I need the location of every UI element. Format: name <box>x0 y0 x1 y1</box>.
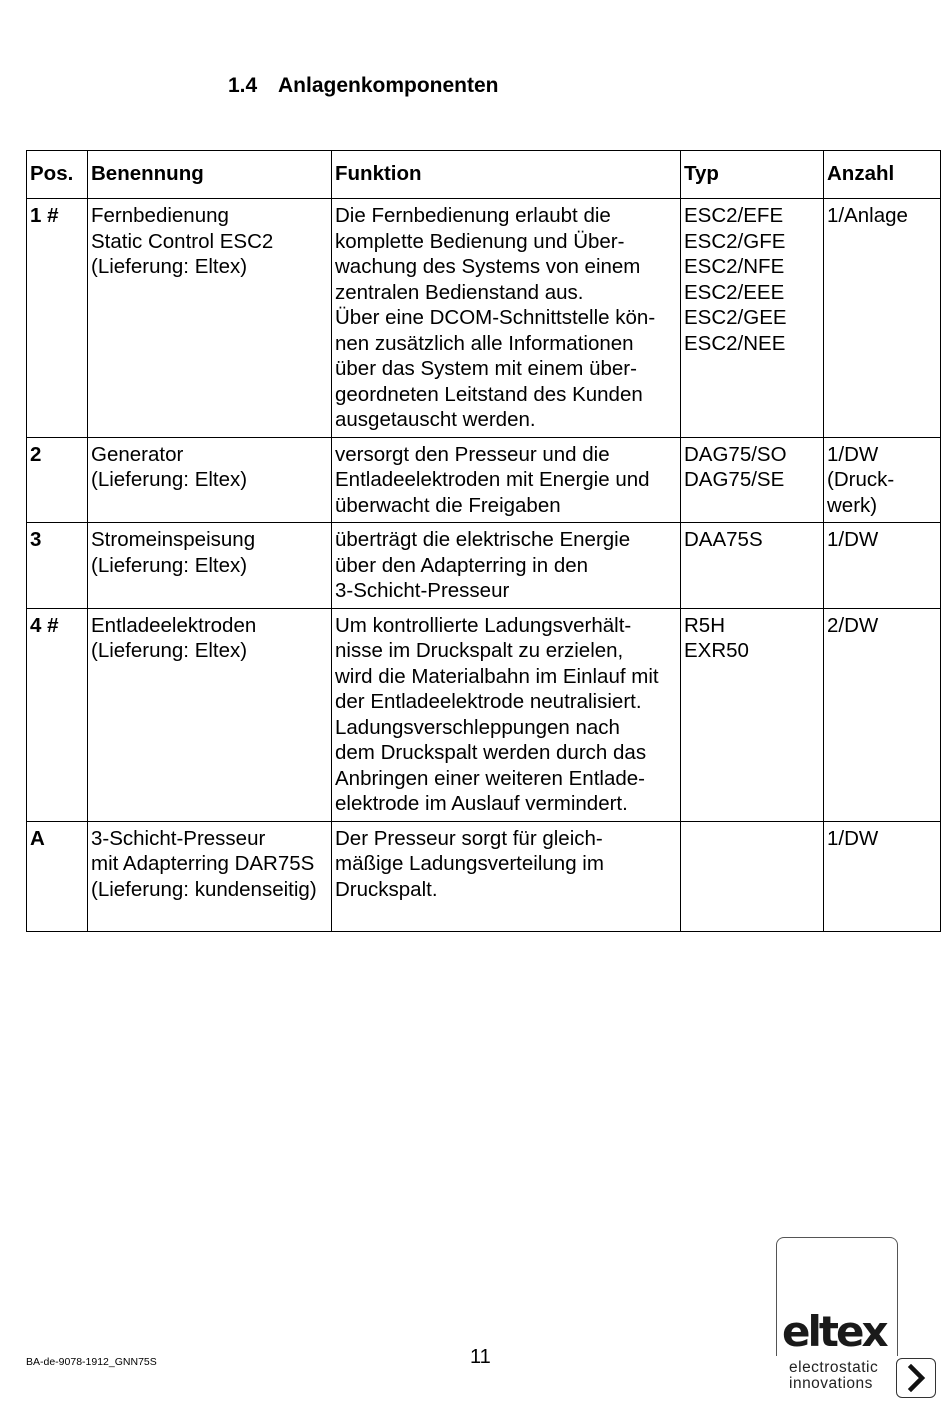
cell-pos: A <box>27 821 88 931</box>
page-number: 11 <box>470 1346 491 1368</box>
cell-type: ESC2/EFE ESC2/GFE ESC2/NFE ESC2/EEE ESC2/GEE ESC2/NEE <box>681 199 824 438</box>
cell-name: Fernbedienung Static Control ESC2 (Lieferung: Eltex) <box>88 199 332 438</box>
section-heading <box>228 74 499 98</box>
table-row <box>27 523 941 609</box>
header-function: Funktion <box>332 151 681 199</box>
tagline-line-2: innovations <box>789 1375 873 1392</box>
table-row <box>27 821 941 931</box>
section-title: Anlagenkomponenten <box>278 74 499 97</box>
eltex-logo-text: eltex <box>782 1312 886 1352</box>
cell-name: 3-Schicht-Presseur mit Adapterring DAR75S (Lieferung: kundenseitig) <box>88 821 332 931</box>
cell-pos: 2 <box>27 437 88 523</box>
table-header-row <box>27 151 941 199</box>
cell-type: R5H EXR50 <box>681 608 824 821</box>
logo-tagline <box>789 1360 878 1392</box>
cell-function: Um kontrollierte Ladungsverhält- nisse im Druckspalt zu erzielen, wird die Materialbahn im Einlauf mit der Entladeelektrode neutralisiert. Ladungsverschleppungen nach dem Druckspalt werden durch das Anbringen einer weiteren Entlade- elektrode im Auslauf vermindert. <box>332 608 681 821</box>
header-name: Benennung <box>88 151 332 199</box>
chevron-right-icon <box>905 1364 927 1392</box>
header-pos: Pos. <box>27 151 88 199</box>
cell-type: DAG75/SO DAG75/SE <box>681 437 824 523</box>
cell-type: DAA75S <box>681 523 824 609</box>
table-row <box>27 608 941 821</box>
cell-function: Die Fernbedienung erlaubt die komplette Bedienung und Über- wachung des Systems von einem zentralen Bedienstand aus. Über eine DCOM-Schnittstelle kön- nen zusätzlich alle Informationen über das System mit einem über- geordneten Leitstand des Kunden ausgetauscht werden. <box>332 199 681 438</box>
section-number: 1.4 <box>228 74 258 97</box>
cell-pos: 3 <box>27 523 88 609</box>
table-row <box>27 437 941 523</box>
header-type: Typ <box>681 151 824 199</box>
cell-qty: 1/DW <box>824 821 941 931</box>
cell-name: Generator (Lieferung: Eltex) <box>88 437 332 523</box>
components-table <box>26 150 941 932</box>
cell-function: Der Presseur sorgt für gleich- mäßige Ladungsverteilung im Druckspalt. <box>332 821 681 931</box>
next-page-button[interactable] <box>896 1358 936 1398</box>
cell-function: versorgt den Presseur und die Entladeelektroden mit Energie und überwacht die Freigaben <box>332 437 681 523</box>
table-row <box>27 199 941 438</box>
cell-name: Entladeelektroden (Lieferung: Eltex) <box>88 608 332 821</box>
cell-qty: 1/Anlage <box>824 199 941 438</box>
cell-qty: 2/DW <box>824 608 941 821</box>
cell-function: überträgt die elektrische Energie über den Adapterring in den 3-Schicht-Presseur <box>332 523 681 609</box>
document-id: BA-de-9078-1912_GNN75S <box>26 1356 157 1368</box>
cell-qty: 1/DW <box>824 523 941 609</box>
header-qty: Anzahl <box>824 151 941 199</box>
cell-pos: 4 # <box>27 608 88 821</box>
cell-type <box>681 821 824 931</box>
cell-qty: 1/DW (Druck- werk) <box>824 437 941 523</box>
cell-name: Stromeinspeisung (Lieferung: Eltex) <box>88 523 332 609</box>
tagline-line-1: electrostatic <box>789 1359 879 1376</box>
cell-pos: 1 # <box>27 199 88 438</box>
eltex-logo <box>782 1312 894 1352</box>
